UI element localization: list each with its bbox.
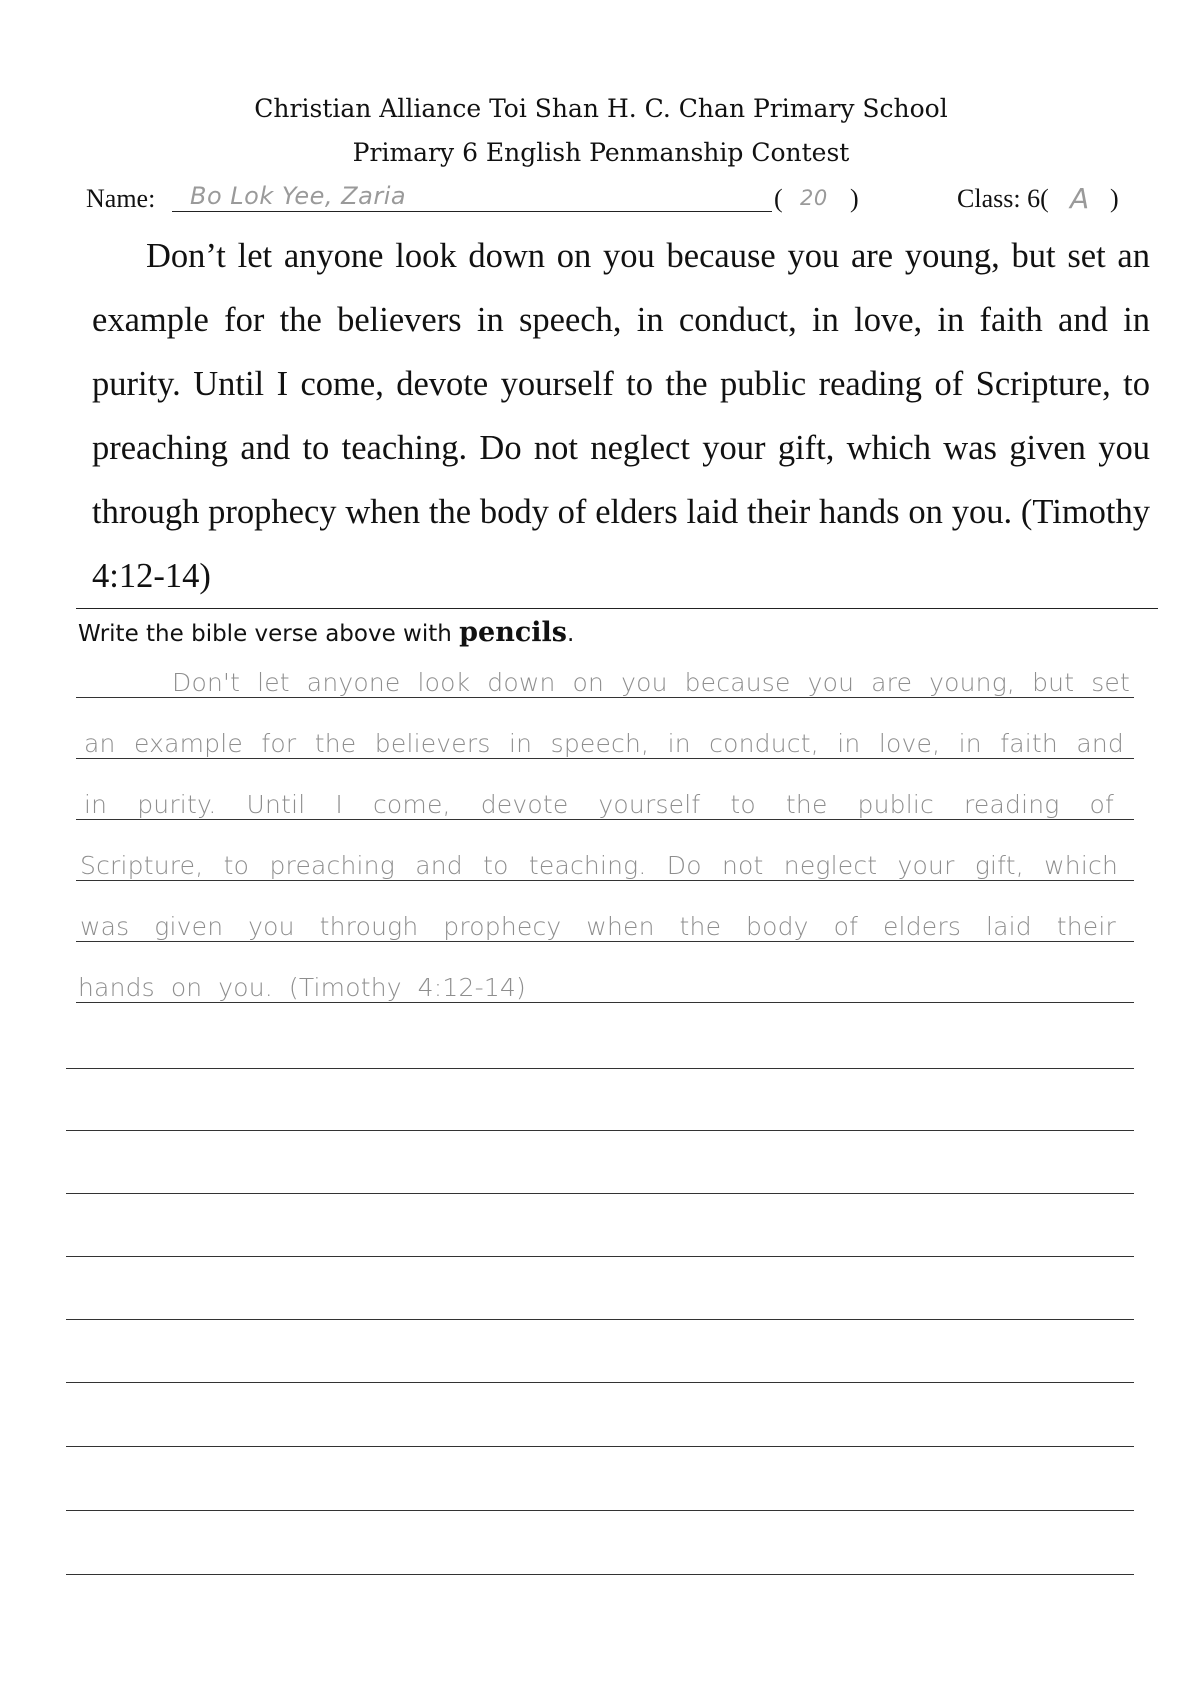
instruction-end: . <box>566 621 575 647</box>
handwritten-line: in purity. Until I come, devote yourself to the public reading of <box>84 790 1114 819</box>
writing-line[interactable] <box>66 1574 1134 1575</box>
handwritten-line: an example for the believers in speech, in conduct, in love, in faith and <box>84 729 1124 758</box>
class-number-open-paren: ( <box>774 184 783 213</box>
writing-line[interactable] <box>66 1256 1134 1257</box>
handwritten-line: was given you through prophecy when the body of elders laid their <box>80 912 1116 941</box>
handwritten-line: Don't let anyone look down on you because you are young, but set <box>172 668 1130 697</box>
writing-line[interactable] <box>76 941 1134 942</box>
writing-line[interactable] <box>66 1068 1134 1069</box>
writing-line[interactable] <box>76 880 1134 881</box>
writing-line[interactable] <box>76 1002 1134 1003</box>
bible-verse-text: Don’t let anyone look down on you because you are young, but set an example for the believers in speech, in conduct, in love, in faith and in purity. Until I come, devote yourself to the public reading of Scripture, to preaching and to teaching. Do not neglect your gift, which was given you through prophecy when the body of elders laid their hands on you. (Timothy 4:12-14) <box>92 237 1150 595</box>
writing-line[interactable] <box>66 1446 1134 1447</box>
writing-line[interactable] <box>66 1319 1134 1320</box>
handwritten-line: hands on you. (Timothy 4:12-14) <box>78 973 526 1002</box>
writing-line[interactable] <box>66 1130 1134 1131</box>
name-value[interactable]: Bo Lok Yee, Zaria <box>190 182 407 210</box>
class-label: Class: 6( <box>957 184 1049 213</box>
writing-line[interactable] <box>76 758 1134 759</box>
writing-line[interactable] <box>76 697 1134 698</box>
writing-line[interactable] <box>66 1193 1134 1194</box>
writing-line[interactable] <box>66 1510 1134 1511</box>
class-number-close-paren: ) <box>850 184 859 213</box>
writing-line[interactable] <box>76 819 1134 820</box>
class-value[interactable]: A <box>1070 182 1090 215</box>
class-number-value[interactable]: 20 <box>800 186 828 210</box>
instruction-main: Write the bible verse above with <box>78 621 460 647</box>
handwritten-line: Scripture, to preaching and to teaching. Do not neglect your gift, which <box>80 851 1118 880</box>
instruction-emphasis: pencils <box>459 617 567 648</box>
class-close-paren: ) <box>1110 184 1119 213</box>
contest-title: Primary 6 English Penmanship Contest <box>352 138 850 167</box>
name-label: Name: <box>86 184 156 213</box>
school-name: Christian Alliance Toi Shan H. C. Chan Primary School <box>254 94 948 123</box>
writing-line[interactable] <box>66 1382 1134 1383</box>
